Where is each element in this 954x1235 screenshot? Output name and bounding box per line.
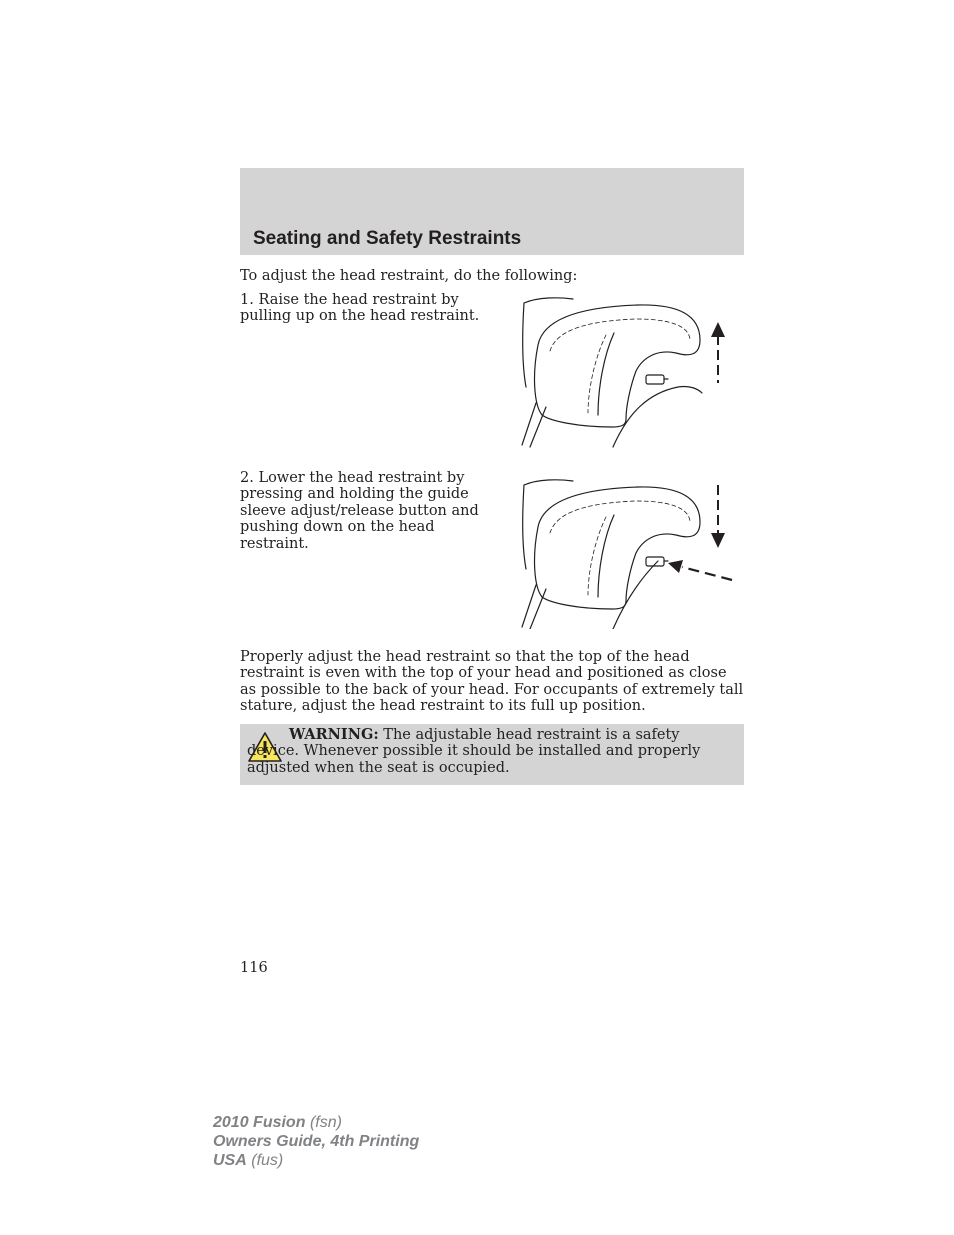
footer [213, 1113, 419, 1170]
warning-body: The adjustable head restraint is a safety device. Whenever possible it should be installed and properly adjusted when the seat is occupied. [247, 727, 701, 776]
footer-model-code: (fsn) [309, 1114, 342, 1131]
adjustment-paragraph: Properly adjust the head restraint so that the top of the head restraint is even with the top of your head and positioned as close as possible to the back of your head. For occupants of extremely tall stature, adjust the head restraint to its full up position. [240, 649, 744, 715]
footer-guide: Owners Guide, 4th Printing [213, 1133, 420, 1150]
footer-region: USA [213, 1152, 247, 1169]
page-number: 116 [240, 960, 268, 976]
intro-text: To adjust the head restraint, do the following: [240, 268, 578, 284]
warning-text [247, 727, 732, 776]
step-2-text: 2. Lower the head restraint by pressing and holding the guide sleeve adjust/release button and pushing down on the head restraint. [240, 470, 479, 552]
step-1-text: 1. Raise the head restraint by pulling up on the head restraint. [240, 292, 480, 325]
head-restraint-raise-illustration [518, 295, 728, 451]
warning-label: WARNING: [289, 726, 379, 743]
head-restraint-lower-illustration [518, 477, 740, 629]
footer-model: 2010 Fusion [213, 1114, 306, 1131]
section-title: Seating and Safety Restraints [253, 228, 522, 249]
warning-box [240, 724, 744, 785]
footer-region-code: (fus) [251, 1152, 284, 1169]
